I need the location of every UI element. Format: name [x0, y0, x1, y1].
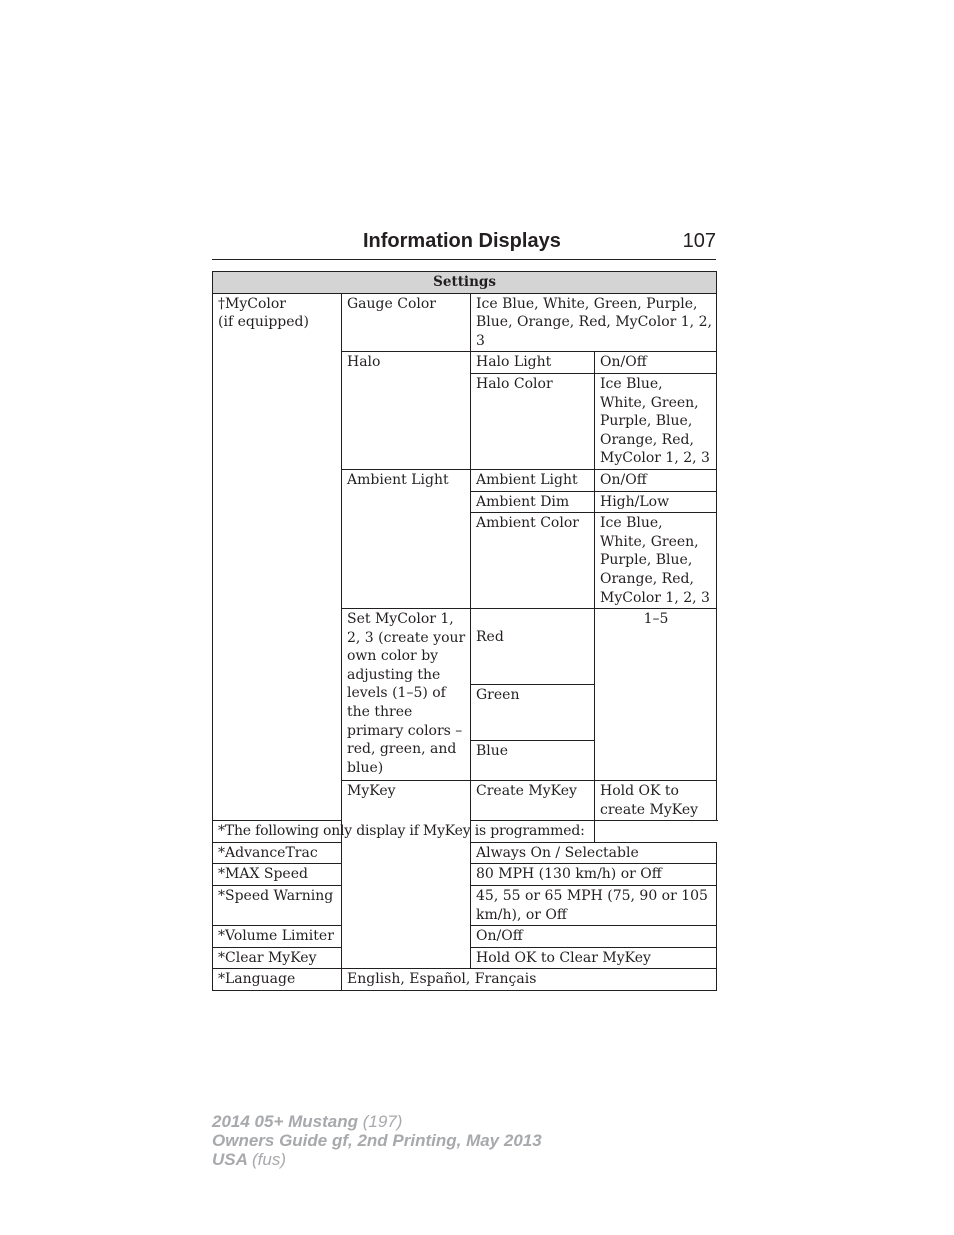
- mycolor-label: †MyColor (if equipped): [213, 293, 342, 821]
- table-title: Settings: [213, 272, 717, 294]
- halo-label: Halo: [342, 352, 471, 470]
- footer-line-3: [212, 1150, 542, 1169]
- advancetrac-label: *AdvanceTrac: [213, 842, 342, 864]
- footer-market-code: (fus): [252, 1150, 286, 1169]
- footer-market: USA: [212, 1150, 248, 1169]
- gauge-color-label: Gauge Color: [342, 293, 471, 352]
- set-green-label: Green: [471, 685, 595, 741]
- page-header: [212, 229, 716, 260]
- ambient-color-label: Ambient Color: [471, 513, 595, 609]
- halo-color-label: Halo Color: [471, 373, 595, 469]
- advancetrac-value: Always On / Selectable: [471, 842, 717, 864]
- halo-light-value: On/Off: [595, 352, 717, 374]
- halo-color-value: Ice Blue, White, Green, Purple, Blue, Orange, Red, MyColor 1, 2, 3: [595, 373, 717, 469]
- footer-model: 2014 05+ Mustang: [212, 1112, 358, 1131]
- mykey-label: MyKey: [342, 781, 471, 969]
- settings-table: [212, 271, 717, 991]
- language-value: English, Español, Français: [342, 969, 717, 991]
- create-mykey-value: Hold OK to create MyKey: [595, 781, 717, 821]
- ambient-light-label: Ambient Light: [342, 469, 471, 608]
- mykey-note: *The following only display if MyKey is programmed:: [213, 821, 595, 843]
- ambient-dim-label: Ambient Dim: [471, 491, 595, 513]
- page-number: 107: [682, 230, 716, 252]
- speed-warning-label: *Speed Warning: [213, 886, 342, 926]
- footer-line-1: [212, 1112, 542, 1131]
- footer-line-2: Owners Guide gf, 2nd Printing, May 2013: [212, 1131, 542, 1150]
- page-footer: [212, 1112, 542, 1169]
- footer-model-code: (197): [362, 1112, 403, 1131]
- ambient-color-value: Ice Blue, White, Green, Purple, Blue, Orange, Red, MyColor 1, 2, 3: [595, 513, 717, 609]
- ambient-light-sub-label: Ambient Light: [471, 469, 595, 491]
- gauge-color-value: Ice Blue, White, Green, Purple, Blue, Orange, Red, MyColor 1, 2, 3: [471, 293, 717, 352]
- max-speed-value: 80 MPH (130 km/h) or Off: [471, 864, 717, 886]
- halo-light-label: Halo Light: [471, 352, 595, 374]
- set-blue-label: Blue: [471, 741, 595, 781]
- speed-warning-value: 45, 55 or 65 MPH (75, 90 or 105 km/h), or Off: [471, 886, 717, 926]
- set-range-value: 1–5: [595, 609, 717, 781]
- ambient-dim-value: High/Low: [595, 491, 717, 513]
- set-mycolor-label: Set MyColor 1, 2, 3 (create your own color by adjusting the levels (1–5) of the three primary colors – red, green, and blue): [342, 609, 471, 781]
- clear-mykey-label: *Clear MyKey: [213, 947, 342, 969]
- volume-limiter-label: *Volume Limiter: [213, 926, 342, 948]
- ambient-light-value: On/Off: [595, 469, 717, 491]
- section-title: Information Displays: [363, 230, 561, 252]
- max-speed-label: *MAX Speed: [213, 864, 342, 886]
- create-mykey-label: Create MyKey: [471, 781, 595, 821]
- clear-mykey-value: Hold OK to Clear MyKey: [471, 947, 717, 969]
- set-red-label: Red: [471, 609, 595, 685]
- volume-limiter-value: On/Off: [471, 926, 717, 948]
- language-label: *Language: [213, 969, 342, 991]
